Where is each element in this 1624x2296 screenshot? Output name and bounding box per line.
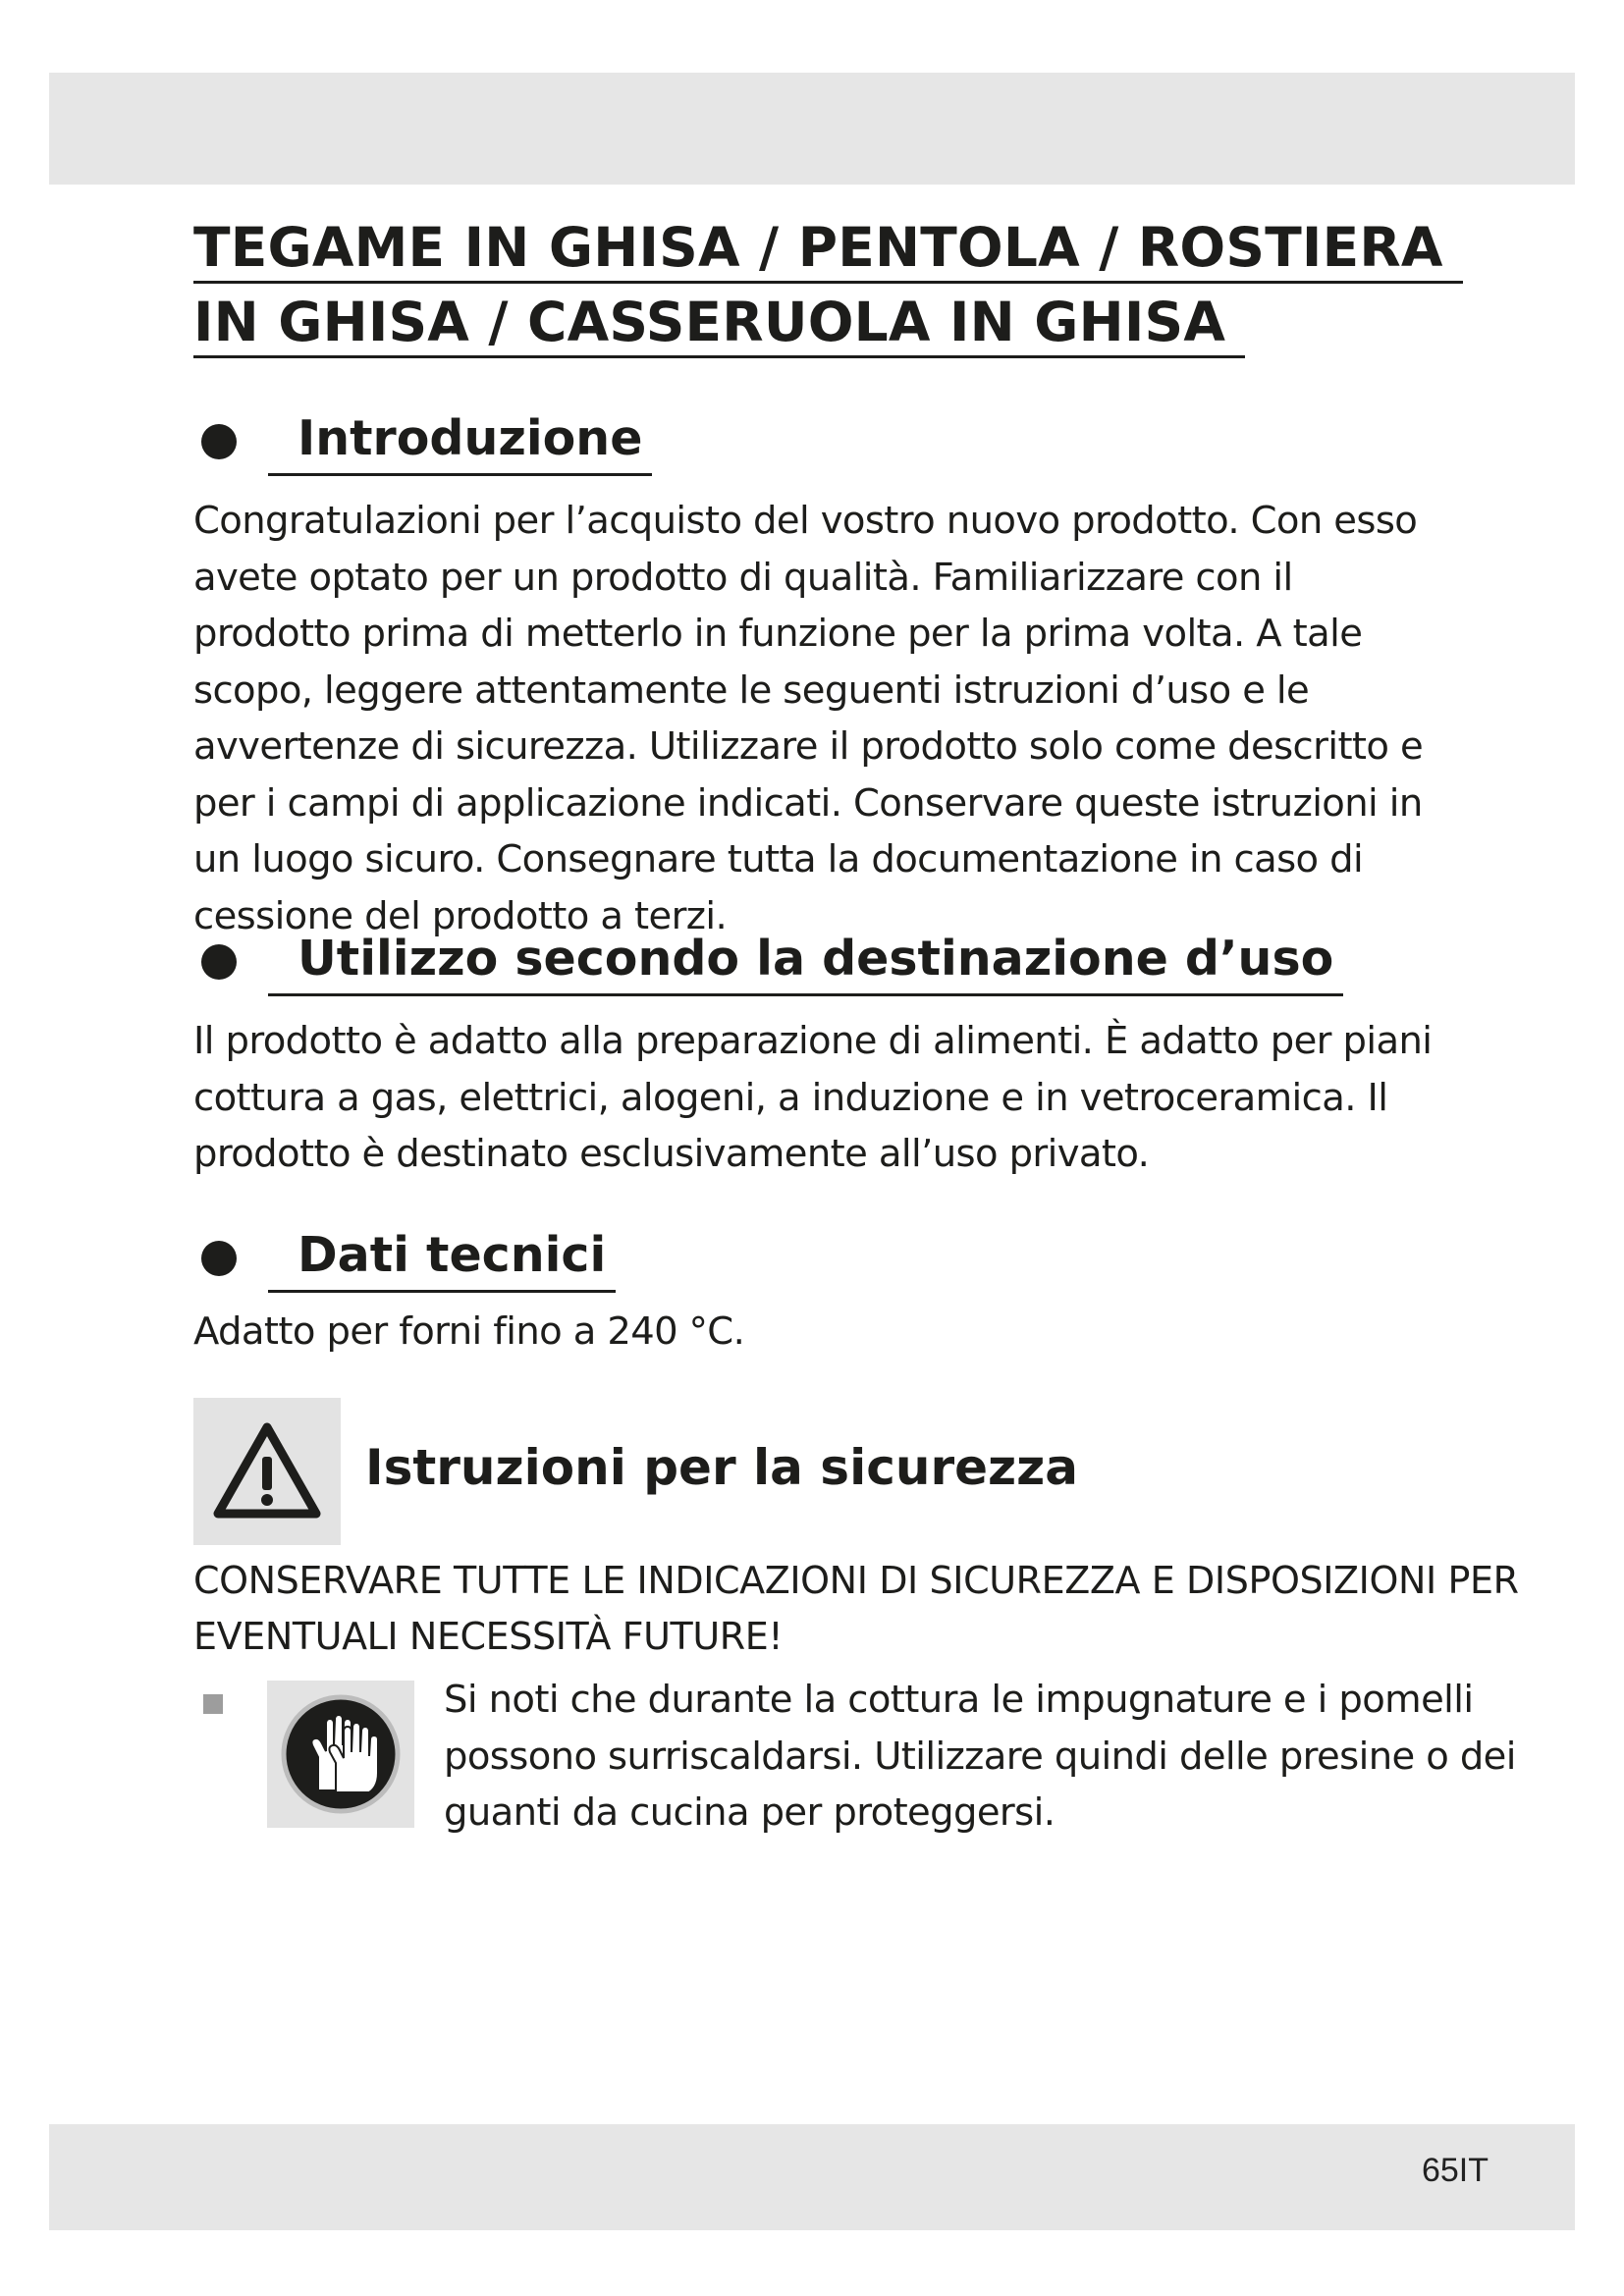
section-heading: Dati tecnici: [268, 1221, 616, 1293]
section-header: [193, 1221, 1450, 1292]
section-technical-data: [193, 1221, 1450, 1361]
title-line-1: TEGAME IN GHISA / PENTOLA / ROSTIERA: [193, 210, 1463, 285]
warning-triangle-icon: [193, 1398, 341, 1545]
section-header: [193, 404, 1450, 475]
section-header: [193, 925, 1450, 995]
safety-notice: CONSERVARE TUTTE LE INDICAZIONI DI SICUREZZA E DISPOSIZIONI PER EVENTUALI NECESSITÀ FUTURE!: [193, 1559, 1519, 1658]
section-heading: Introduzione: [268, 404, 652, 476]
page-title: [193, 210, 1463, 359]
gloves-icon-box: [267, 1681, 414, 1828]
square-bullet-icon: [203, 1694, 223, 1714]
section-body: Adatto per forni fino a 240 °C.: [193, 1309, 745, 1354]
safety-heading: Istruzioni per la sicurezza: [365, 1439, 1078, 1496]
section-heading: Utilizzo secondo la destinazione d’uso: [268, 925, 1343, 996]
warning-icon-box: [193, 1398, 341, 1545]
protective-gloves-icon: [267, 1681, 414, 1828]
safety-item-text: Si noti che durante la cottura le impugnature e i pomelli possono surriscaldarsi. Utilizzare quindi delle presine o dei guanti da cucina per proteggersi.: [444, 1678, 1516, 1835]
round-bullet-icon: [201, 424, 237, 459]
round-bullet-icon: [201, 944, 237, 980]
title-line-2: IN GHISA / CASSERUOLA IN GHISA: [193, 285, 1463, 359]
footer-band: [49, 2124, 1575, 2230]
header-band: [49, 73, 1575, 185]
page-number: 65IT: [1421, 2152, 1489, 2189]
round-bullet-icon: [201, 1241, 237, 1276]
section-body: Il prodotto è adatto alla preparazione di alimenti. È adatto per piani cottura a gas, elettrici, alogeni, a induzione e in vetroceramica. Il prodotto è destinato esclusivamente all’uso privato.: [193, 1019, 1433, 1176]
section-introduction: [193, 404, 1450, 944]
section-body: Congratulazioni per l’acquisto del vostro nuovo prodotto. Con esso avete optato per un prodotto di qualità. Familiarizzare con il prodotto prima di metterlo in funzione per la prima volta. A tale scopo, leggere attentamente le seguenti istruzioni d’uso e le avvertenze di sicurezza. Utilizzare il prodotto solo come descritto e per i campi di applicazione indicati. Conservare queste istruzioni in un luogo sicuro. Consegnare tutta la documentazione in caso di cessione del prodotto a terzi.: [193, 499, 1424, 938]
section-intended-use: [193, 925, 1450, 1183]
